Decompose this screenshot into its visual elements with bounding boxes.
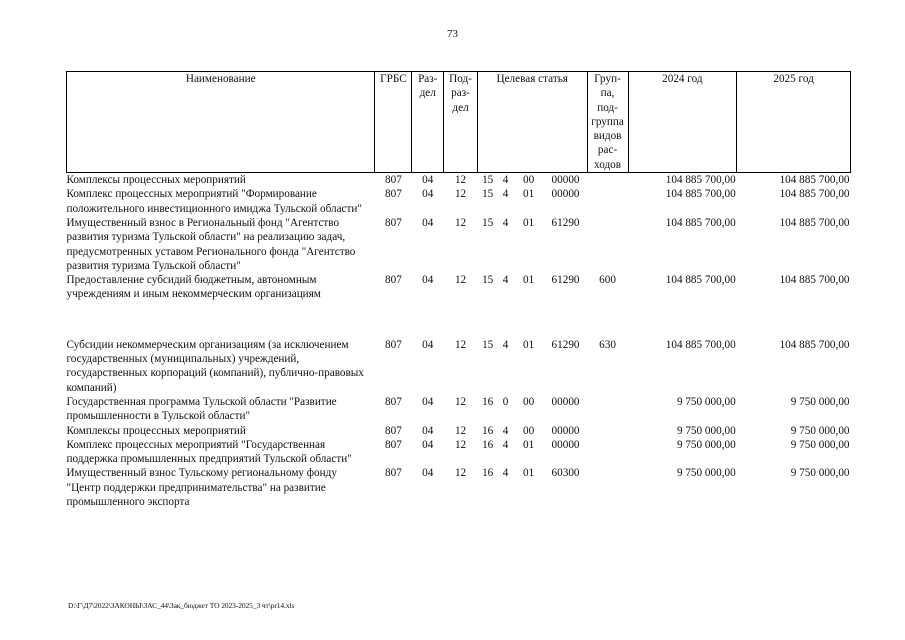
cell-grbs: 807: [385, 216, 402, 229]
cell-grbs: 807: [385, 467, 402, 480]
cell-grbs: 807: [385, 274, 402, 287]
cell-grbs: 807: [385, 395, 402, 408]
cell-target-3: 00: [523, 174, 535, 187]
cell-target-1: 16: [482, 395, 494, 408]
table-row: [67, 466, 851, 509]
cell-target-1: 15: [482, 216, 494, 229]
cell-podrazdel: 12: [454, 274, 467, 287]
cell-target-4: 60300: [551, 467, 580, 480]
cell-podrazdel: 12: [454, 395, 467, 408]
cell-target-3: 01: [523, 216, 535, 229]
cell-target-2: 4: [502, 174, 509, 187]
cell-year-2025: 104 885 700,00: [779, 216, 850, 229]
header-razdel: Раз- дел: [412, 72, 444, 173]
cell-name: Комплексы процессных мероприятий: [66, 174, 246, 187]
cell-year-2025: 104 885 700,00: [779, 188, 850, 201]
cell-target-4: 00000: [551, 395, 580, 408]
cell-target-3: 01: [523, 338, 535, 351]
cell-name: Комплекс процессных мероприятий "Государственная поддержка промышленных предприятий Тульской области": [66, 438, 352, 466]
cell-razdel: 04: [422, 424, 434, 437]
cell-name: Предоставление субсидий бюджетным, автономным учреждениям и иным некоммерческим организациям: [66, 274, 321, 301]
header-podrazdel: Под- раз- дел: [444, 72, 478, 173]
cell-name: Имущественный взнос в Региональный фонд "Агентство развития туризма Тульской области" на реализацию задач, предусмотренных уставом Регионального фонда "Агентство развития туризма Тульской области": [66, 216, 356, 272]
table-row: [67, 424, 851, 438]
table-row: [67, 438, 851, 467]
cell-year-2024: 104 885 700,00: [665, 174, 736, 187]
cell-target-2: 4: [502, 467, 509, 480]
cell-podrazdel: 12: [454, 188, 467, 201]
cell-target-2: 4: [502, 188, 509, 201]
cell-podrazdel: 12: [454, 338, 467, 351]
cell-target-1: 15: [482, 174, 494, 187]
cell-expense-type: [587, 187, 628, 216]
cell-target-4: 00000: [551, 174, 580, 187]
cell-razdel: 04: [422, 438, 434, 451]
cell-target-1: 16: [482, 467, 494, 480]
cell-podrazdel: 12: [454, 438, 467, 451]
cell-grbs: 807: [385, 424, 402, 437]
cell-target-4: 61290: [551, 216, 580, 229]
cell-target-1: 15: [482, 188, 494, 201]
cell-target-4: 00000: [551, 438, 580, 451]
cell-target-2: 4: [502, 216, 509, 229]
cell-target-3: 01: [523, 438, 535, 451]
header-expense-type: Груп- па, под- группа видов рас- ходов: [587, 72, 628, 173]
cell-year-2024: 104 885 700,00: [665, 188, 736, 201]
cell-target-3: 00: [523, 395, 535, 408]
cell-target-2: 4: [502, 424, 509, 437]
table-row: [67, 338, 851, 395]
cell-target-4: 00000: [551, 188, 580, 201]
cell-razdel: 04: [422, 216, 434, 229]
cell-year-2024: 9 750 000,00: [676, 467, 736, 480]
table-row: [67, 173, 851, 188]
cell-expense-type: 600: [599, 274, 616, 287]
cell-year-2024: 104 885 700,00: [665, 338, 736, 351]
header-name: Наименование: [67, 72, 375, 173]
header-grbs: ГРБС: [375, 72, 412, 173]
cell-target-4: 61290: [551, 274, 580, 287]
table-header: [67, 72, 851, 173]
table-row: [67, 273, 851, 338]
cell-target-2: 4: [502, 338, 509, 351]
cell-podrazdel: 12: [454, 467, 467, 480]
cell-year-2024: 104 885 700,00: [665, 216, 736, 229]
cell-name: Комплексы процессных мероприятий: [66, 424, 246, 437]
cell-target-3: 01: [523, 274, 535, 287]
cell-expense-type: 630: [599, 338, 616, 351]
cell-target-1: 15: [482, 274, 494, 287]
cell-target-4: 00000: [551, 424, 580, 437]
cell-expense-type: [587, 395, 628, 424]
cell-razdel: 04: [422, 174, 434, 187]
cell-name: Государственная программа Тульской области "Развитие промышленности в Тульской области": [66, 395, 337, 423]
cell-grbs: 807: [385, 174, 402, 187]
header-year-2024: 2024 год: [628, 72, 737, 173]
cell-target-3: 01: [523, 467, 535, 480]
cell-podrazdel: 12: [454, 424, 467, 437]
cell-target-1: 16: [482, 424, 494, 437]
cell-grbs: 807: [385, 438, 402, 451]
cell-podrazdel: 12: [454, 174, 467, 187]
header-target-article: Целевая статья: [477, 72, 587, 173]
cell-target-2: 0: [502, 395, 509, 408]
cell-podrazdel: 12: [454, 216, 467, 229]
table-row: [67, 216, 851, 273]
cell-year-2025: 104 885 700,00: [779, 338, 850, 351]
cell-year-2025: 104 885 700,00: [779, 174, 850, 187]
cell-expense-type: [587, 438, 628, 467]
cell-year-2024: 9 750 000,00: [676, 438, 736, 451]
cell-target-2: 4: [502, 274, 509, 287]
cell-year-2025: 9 750 000,00: [790, 467, 850, 480]
cell-razdel: 04: [422, 395, 434, 408]
table-body: [67, 173, 851, 510]
cell-razdel: 04: [422, 338, 434, 351]
cell-expense-type: [587, 173, 628, 188]
cell-name: Имущественный взнос Тульскому региональному фонду "Центр поддержки предпринимательства" на развитие промышленного экспорта: [66, 467, 337, 509]
header-year-2025: 2025 год: [737, 72, 851, 173]
table-row: [67, 395, 851, 424]
cell-name: Комплекс процессных мероприятий "Формирование положительного инвестиционного имиджа Тульской области": [66, 188, 362, 215]
page-number: 73: [447, 28, 458, 40]
cell-year-2024: 104 885 700,00: [665, 274, 736, 287]
cell-name: Субсидии некоммерческим организациям (за исключением государственных (муниципальных) учреждений, государственных корпораций (компаний), публично-правовых компаний): [66, 338, 364, 394]
cell-year-2024: 9 750 000,00: [676, 395, 736, 408]
cell-year-2025: 9 750 000,00: [790, 395, 850, 408]
table-row: [67, 187, 851, 216]
cell-year-2025: 9 750 000,00: [790, 438, 850, 451]
cell-target-2: 4: [502, 438, 509, 451]
cell-year-2025: 9 750 000,00: [790, 424, 850, 437]
cell-grbs: 807: [385, 188, 402, 201]
cell-target-1: 16: [482, 438, 494, 451]
cell-year-2024: 9 750 000,00: [676, 424, 736, 437]
cell-expense-type: [587, 216, 628, 273]
cell-razdel: 04: [422, 274, 434, 287]
cell-year-2025: 104 885 700,00: [779, 274, 850, 287]
cell-grbs: 807: [385, 338, 402, 351]
file-path-footer: D:\Г\Д7\2022\ЗАКОНЫ\ЗАС_44\Зак_бюджет ТО 2023-2025_3 чт\pr14.xls: [68, 601, 295, 610]
cell-target-3: 01: [523, 188, 535, 201]
cell-target-1: 15: [482, 338, 494, 351]
cell-expense-type: [587, 424, 628, 438]
cell-target-3: 00: [523, 424, 535, 437]
cell-target-4: 61290: [551, 338, 580, 351]
cell-expense-type: [587, 466, 628, 509]
budget-table: [66, 71, 851, 509]
cell-razdel: 04: [422, 467, 434, 480]
cell-razdel: 04: [422, 188, 434, 201]
